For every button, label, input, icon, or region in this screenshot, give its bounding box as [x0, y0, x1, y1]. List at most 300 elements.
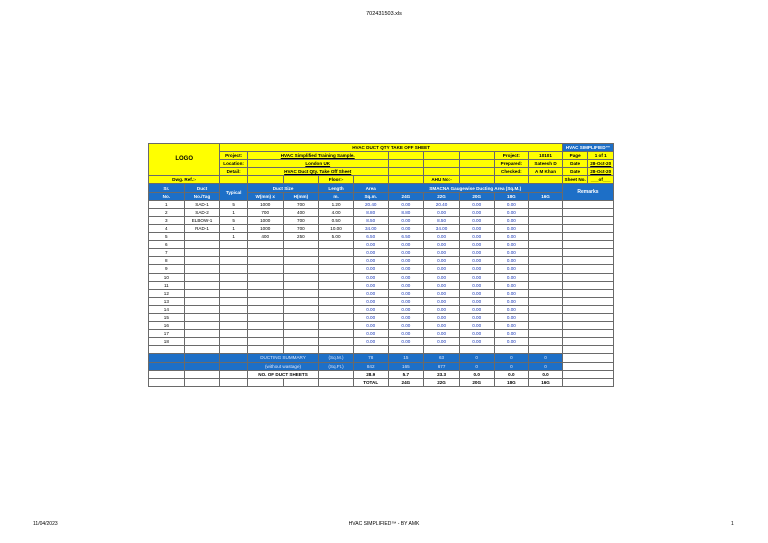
row-18g: 0.00 — [494, 297, 529, 305]
summary-sqm-18g: 0 — [494, 354, 529, 362]
ahu-label: AHU No:- — [424, 176, 460, 184]
checked-label: Checked: — [494, 168, 529, 176]
row-16g — [529, 241, 563, 249]
summary-row — [149, 354, 614, 362]
row-20g: 0.00 — [459, 241, 494, 249]
summary-sqm-24g: 15 — [388, 354, 424, 362]
row-16g — [529, 265, 563, 273]
row-width — [247, 249, 283, 257]
col-notag: No./Tag — [184, 192, 220, 200]
row-height: 700 — [283, 224, 319, 232]
row-width — [247, 281, 283, 289]
page-label: Page — [562, 152, 587, 160]
row-height — [283, 338, 319, 346]
row-length: 10.00 — [319, 224, 354, 232]
row-sr: 11 — [149, 281, 185, 289]
summary-sqft-16g: 0 — [529, 362, 563, 370]
row-typical — [220, 241, 248, 249]
col-16g: 16G — [529, 192, 563, 200]
row-tag — [184, 313, 220, 321]
summary-sheets: NO. OF DUCT SHEETS — [247, 370, 318, 378]
row-16g — [529, 338, 563, 346]
row-sr: 15 — [149, 313, 185, 321]
row-16g — [529, 224, 563, 232]
row-area: 0.00 — [353, 265, 388, 273]
row-22g: 0.00 — [424, 289, 460, 297]
row-remarks — [562, 281, 613, 289]
row-24g: 0.00 — [388, 257, 424, 265]
row-height: 700 — [283, 200, 319, 208]
row-typical — [220, 281, 248, 289]
row-width: 1000 — [247, 224, 283, 232]
location-label: Location: — [220, 160, 248, 168]
row-sr: 9 — [149, 265, 185, 273]
row-18g: 0.00 — [494, 289, 529, 297]
row-length — [319, 281, 354, 289]
row-16g — [529, 330, 563, 338]
row-length — [319, 241, 354, 249]
row-area: 6.50 — [353, 233, 388, 241]
summary-sqm-22g: 63 — [424, 354, 460, 362]
row-24g: 0.00 — [388, 249, 424, 257]
row-width — [247, 297, 283, 305]
row-24g: 0.00 — [388, 330, 424, 338]
row-tag: SAD-2 — [184, 208, 220, 216]
row-remarks — [562, 289, 613, 297]
row-20g: 0.00 — [459, 273, 494, 281]
row-20g: 0.00 — [459, 216, 494, 224]
row-18g: 0.00 — [494, 330, 529, 338]
row-20g: 0.00 — [459, 330, 494, 338]
row-16g — [529, 281, 563, 289]
row-20g: 0.00 — [459, 322, 494, 330]
row-22g: 0.00 — [424, 322, 460, 330]
row-18g: 0.00 — [494, 233, 529, 241]
row-18g: 0.00 — [494, 216, 529, 224]
row-22g: 0.00 — [424, 233, 460, 241]
summary-sqm-area: 78 — [353, 354, 388, 362]
sheet-no-value: ___of___ — [588, 176, 614, 184]
row-sr: 13 — [149, 297, 185, 305]
table-row — [149, 330, 614, 338]
date2-value: 28-Oct-20 — [588, 168, 614, 176]
row-sr: 16 — [149, 322, 185, 330]
row-height: 250 — [283, 233, 319, 241]
project-number-value: 10101 — [529, 152, 563, 160]
row-width: 400 — [247, 233, 283, 241]
row-20g: 0.00 — [459, 257, 494, 265]
row-tag — [184, 257, 220, 265]
row-18g: 0.00 — [494, 322, 529, 330]
date-label: Date — [562, 160, 587, 168]
row-area: 0.00 — [353, 330, 388, 338]
row-length — [319, 305, 354, 313]
summary-sqft-22g: 677 — [424, 362, 460, 370]
row-height — [283, 257, 319, 265]
row-sr: 18 — [149, 338, 185, 346]
col-duct: Duct — [184, 184, 220, 192]
row-length — [319, 330, 354, 338]
table-row — [149, 322, 614, 330]
row-sr: 5 — [149, 233, 185, 241]
row-area: 0.00 — [353, 289, 388, 297]
col-length: Length — [319, 184, 354, 192]
row-16g — [529, 322, 563, 330]
row-length: 1.20 — [319, 200, 354, 208]
row-24g: 0.00 — [388, 241, 424, 249]
row-18g: 0.00 — [494, 200, 529, 208]
row-tag — [184, 338, 220, 346]
row-24g: 0.00 — [388, 200, 424, 208]
table-row — [149, 313, 614, 321]
row-width — [247, 273, 283, 281]
col-18g: 18G — [494, 192, 529, 200]
row-sr: 1 — [149, 200, 185, 208]
page-value: 1 of 1 — [588, 152, 614, 160]
table-row — [149, 297, 614, 305]
row-22g: 0.00 — [424, 338, 460, 346]
totals-row — [149, 378, 614, 386]
summary-sheets-18g: 0.0 — [494, 370, 529, 378]
row-24g: 0.00 — [388, 265, 424, 273]
row-height — [283, 305, 319, 313]
date2-label: Date — [562, 168, 587, 176]
row-22g: 0.00 — [424, 281, 460, 289]
row-tag — [184, 241, 220, 249]
row-remarks — [562, 257, 613, 265]
table-row — [149, 216, 614, 224]
logo: LOGO — [149, 144, 220, 176]
row-height — [283, 330, 319, 338]
row-tag — [184, 297, 220, 305]
col-20g: 20G — [459, 192, 494, 200]
row-24g: 0.00 — [388, 273, 424, 281]
col-sqm: Sq.m. — [353, 192, 388, 200]
row-24g: 0.00 — [388, 224, 424, 232]
row-16g — [529, 313, 563, 321]
row-sr: 12 — [149, 289, 185, 297]
row-typical — [220, 257, 248, 265]
prepared-value: Sateesh D — [529, 160, 563, 168]
row-16g — [529, 208, 563, 216]
row-area: 0.00 — [353, 273, 388, 281]
row-typical — [220, 289, 248, 297]
row-length — [319, 273, 354, 281]
row-area: 0.00 — [353, 241, 388, 249]
summary-sqm-20g: 0 — [459, 354, 494, 362]
brand-label: HVAC SIMPLIFIED™ — [562, 144, 613, 152]
row-height — [283, 289, 319, 297]
summary-sqft: (without wastage) — [247, 362, 318, 370]
row-tag — [184, 305, 220, 313]
row-area: 34.00 — [353, 224, 388, 232]
row-remarks — [562, 241, 613, 249]
row-16g — [529, 216, 563, 224]
row-height: 700 — [283, 216, 319, 224]
row-typical: 1 — [220, 208, 248, 216]
row-20g: 0.00 — [459, 297, 494, 305]
row-area: 0.00 — [353, 305, 388, 313]
sheet-no-label: Sheet No. — [562, 176, 587, 184]
row-18g: 0.00 — [494, 305, 529, 313]
col-typical: Typical — [220, 184, 248, 200]
col-duct-size: Duct Size — [247, 184, 318, 192]
row-remarks — [562, 208, 613, 216]
col-sr: Sr. — [149, 184, 185, 192]
row-20g: 0.00 — [459, 265, 494, 273]
row-22g: 0.00 — [424, 249, 460, 257]
table-row — [149, 241, 614, 249]
row-tag: SAD-1 — [184, 200, 220, 208]
row-20g: 0.00 — [459, 313, 494, 321]
col-h: H(mm) — [283, 192, 319, 200]
row-remarks — [562, 305, 613, 313]
row-tag — [184, 281, 220, 289]
summary-sqft-area: 842 — [353, 362, 388, 370]
row-width — [247, 313, 283, 321]
row-length: 0.50 — [319, 216, 354, 224]
row-20g: 0.00 — [459, 249, 494, 257]
row-remarks — [562, 249, 613, 257]
row-sr: 8 — [149, 257, 185, 265]
row-24g: 0.00 — [388, 305, 424, 313]
row-20g: 0.00 — [459, 338, 494, 346]
col-22g: 22G — [424, 192, 460, 200]
row-remarks — [562, 265, 613, 273]
totals-g18: 18G — [494, 378, 529, 386]
row-16g — [529, 273, 563, 281]
row-typical — [220, 265, 248, 273]
row-22g: 0.00 — [424, 305, 460, 313]
row-sr: 17 — [149, 330, 185, 338]
row-20g: 0.00 — [459, 233, 494, 241]
project-value: HVAC Simplified Training Sample. — [247, 152, 388, 160]
row-width — [247, 265, 283, 273]
row-remarks — [562, 330, 613, 338]
row-tag — [184, 265, 220, 273]
row-20g: 0.00 — [459, 305, 494, 313]
row-remarks — [562, 273, 613, 281]
table-row — [149, 208, 614, 216]
row-18g: 0.00 — [494, 208, 529, 216]
row-height — [283, 322, 319, 330]
row-typical — [220, 322, 248, 330]
row-24g: 0.00 — [388, 322, 424, 330]
row-height — [283, 241, 319, 249]
row-22g: 0.00 — [424, 257, 460, 265]
row-height: 400 — [283, 208, 319, 216]
row-length: 5.00 — [319, 233, 354, 241]
row-sr: 10 — [149, 273, 185, 281]
row-16g — [529, 233, 563, 241]
summary-row — [149, 370, 614, 378]
summary-sqft-20g: 0 — [459, 362, 494, 370]
row-16g — [529, 200, 563, 208]
table-row — [149, 233, 614, 241]
row-area: 20.40 — [353, 200, 388, 208]
row-length — [319, 338, 354, 346]
row-remarks — [562, 233, 613, 241]
table-row — [149, 200, 614, 208]
summary-sheets-22g: 23.3 — [424, 370, 460, 378]
col-24g: 24G — [388, 192, 424, 200]
row-20g: 0.00 — [459, 224, 494, 232]
row-typical — [220, 330, 248, 338]
row-16g — [529, 297, 563, 305]
row-area: 8.80 — [353, 208, 388, 216]
dwg-ref-label: Dwg. Ref.:- — [149, 176, 220, 184]
row-area: 0.00 — [353, 249, 388, 257]
row-tag — [184, 289, 220, 297]
floor-label: Floor:- — [319, 176, 354, 184]
prepared-label: Prepared: — [494, 160, 529, 168]
row-length — [319, 289, 354, 297]
row-length — [319, 313, 354, 321]
row-length: 4.00 — [319, 208, 354, 216]
row-24g: 0.00 — [388, 281, 424, 289]
sheet-title: HVAC DUCT QTY TAKE OFF SHEET — [220, 144, 563, 152]
row-22g: 8.50 — [424, 216, 460, 224]
row-24g: 0.00 — [388, 297, 424, 305]
summary-sheets-unit — [319, 370, 354, 378]
row-22g: 0.00 — [424, 241, 460, 249]
summary-sqm-unit: (Sq.M.) — [319, 354, 354, 362]
row-typical: 1 — [220, 224, 248, 232]
row-22g: 0.00 — [424, 208, 460, 216]
row-24g: 0.00 — [388, 289, 424, 297]
row-typical — [220, 313, 248, 321]
totals-g20: 20G — [459, 378, 494, 386]
row-tag: RAD-1 — [184, 224, 220, 232]
row-18g: 0.00 — [494, 338, 529, 346]
row-length — [319, 249, 354, 257]
row-typical: 5 — [220, 200, 248, 208]
row-16g — [529, 249, 563, 257]
table-row — [149, 257, 614, 265]
row-18g: 0.00 — [494, 265, 529, 273]
checked-value: A M Khan — [529, 168, 563, 176]
col-area: Area — [353, 184, 388, 192]
table-row — [149, 273, 614, 281]
row-18g: 0.00 — [494, 313, 529, 321]
file-name: 702431503.xls — [366, 11, 402, 17]
row-20g: 0.00 — [459, 200, 494, 208]
row-width — [247, 330, 283, 338]
row-sr: 3 — [149, 216, 185, 224]
row-22g: 0.00 — [424, 330, 460, 338]
row-area: 0.00 — [353, 322, 388, 330]
row-height — [283, 313, 319, 321]
totals-g22: 22G — [424, 378, 460, 386]
row-18g: 0.00 — [494, 249, 529, 257]
footer-date: 11/04/2023 — [33, 521, 58, 527]
row-sr: 2 — [149, 208, 185, 216]
row-20g: 0.00 — [459, 289, 494, 297]
row-area: 0.00 — [353, 313, 388, 321]
row-18g: 0.00 — [494, 281, 529, 289]
row-18g: 0.00 — [494, 257, 529, 265]
col-no: No. — [149, 192, 185, 200]
row-remarks — [562, 224, 613, 232]
table-row — [149, 224, 614, 232]
table-row — [149, 265, 614, 273]
row-typical — [220, 273, 248, 281]
row-width — [247, 338, 283, 346]
summary-sheets-20g: 0.0 — [459, 370, 494, 378]
row-width — [247, 305, 283, 313]
summary-sheets-16g: 0.0 — [529, 370, 563, 378]
row-24g: 6.50 — [388, 233, 424, 241]
row-height — [283, 281, 319, 289]
row-sr: 7 — [149, 249, 185, 257]
row-16g — [529, 289, 563, 297]
summary-sqm-16g: 0 — [529, 354, 563, 362]
duct-takeoff-sheet — [148, 143, 614, 387]
table-row — [149, 305, 614, 313]
row-tag — [184, 249, 220, 257]
row-area: 0.00 — [353, 257, 388, 265]
row-22g: 20.40 — [424, 200, 460, 208]
location-value: London UK — [247, 160, 388, 168]
row-remarks — [562, 322, 613, 330]
row-length — [319, 265, 354, 273]
row-tag — [184, 273, 220, 281]
row-remarks — [562, 297, 613, 305]
totals-g16: 16G — [529, 378, 563, 386]
row-tag: ELBOW-1 — [184, 216, 220, 224]
row-area: 0.00 — [353, 297, 388, 305]
summary-sqft-18g: 0 — [494, 362, 529, 370]
row-16g — [529, 257, 563, 265]
totals-area: TOTAL — [353, 378, 388, 386]
row-remarks — [562, 338, 613, 346]
footer-page-number: 1 — [731, 521, 734, 527]
row-length — [319, 297, 354, 305]
row-tag — [184, 233, 220, 241]
row-24g: 8.80 — [388, 208, 424, 216]
row-24g: 0.00 — [388, 216, 424, 224]
table-row — [149, 249, 614, 257]
project-label: Project: — [220, 152, 248, 160]
row-18g: 0.00 — [494, 224, 529, 232]
row-typical — [220, 305, 248, 313]
row-width: 1000 — [247, 216, 283, 224]
row-area: 0.00 — [353, 338, 388, 346]
row-area: 8.50 — [353, 216, 388, 224]
row-typical — [220, 338, 248, 346]
row-tag — [184, 330, 220, 338]
row-sr: 14 — [149, 305, 185, 313]
row-24g: 0.00 — [388, 338, 424, 346]
row-height — [283, 265, 319, 273]
row-tag — [184, 322, 220, 330]
row-20g: 0.00 — [459, 281, 494, 289]
summary-sqm: DUCTING SUMMARY — [247, 354, 318, 362]
summary-sheets-24g: 5.7 — [388, 370, 424, 378]
detail-label: Detail: — [220, 168, 248, 176]
row-22g: 0.00 — [424, 265, 460, 273]
col-m: m. — [319, 192, 354, 200]
summary-sqft-unit: (Sq.Ft.) — [319, 362, 354, 370]
footer-title: HVAC SIMPLIFIED™ - BY AMK — [348, 521, 420, 527]
row-22g: 0.00 — [424, 313, 460, 321]
summary-sqft-24g: 165 — [388, 362, 424, 370]
row-remarks — [562, 313, 613, 321]
row-width — [247, 322, 283, 330]
summary-row — [149, 362, 614, 370]
row-typical — [220, 297, 248, 305]
row-22g: 0.00 — [424, 273, 460, 281]
